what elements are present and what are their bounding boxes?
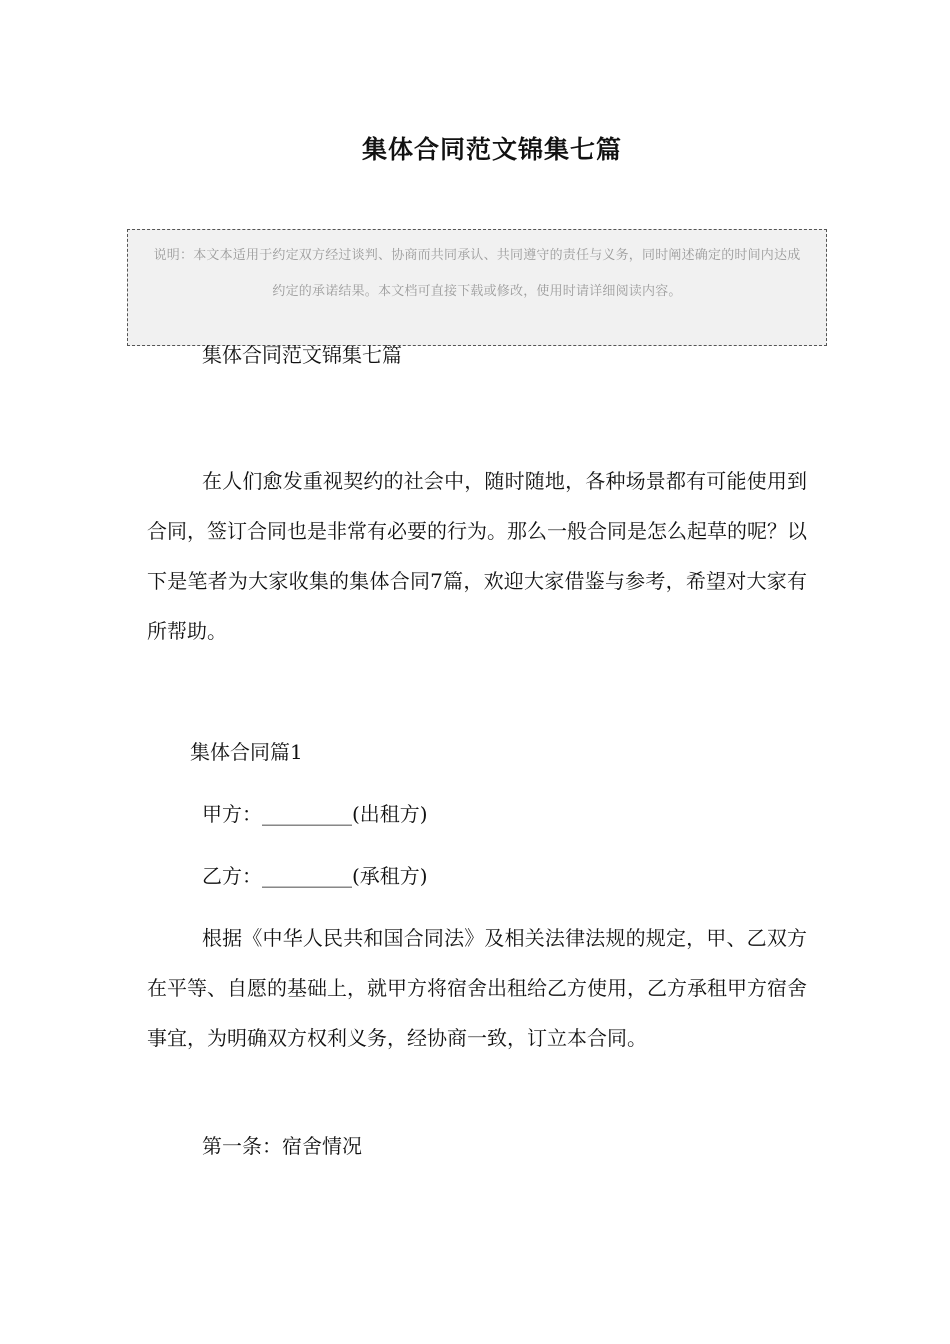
document-title: 集体合同范文锦集七篇 bbox=[361, 135, 622, 164]
notice-box bbox=[127, 229, 827, 346]
article-1-heading: 第一条：宿舍情况 bbox=[202, 1134, 362, 1158]
party-b-line: 乙方：_________(承租方) bbox=[202, 864, 428, 888]
section-heading: 集体合同篇1 bbox=[190, 740, 303, 764]
subtitle: 集体合同范文锦集七篇 bbox=[202, 343, 402, 367]
party-a-line: 甲方：_________(出租方) bbox=[202, 802, 428, 826]
notice-text: 说明：本文本适用于约定双方经过谈判、协商而共同承认、共同遵守的责任与义务，同时阐述确定的时间内达成约定的承诺结果。本文档可直接下载或修改，使用时请详细阅读内容。 bbox=[153, 248, 801, 299]
intro-paragraph: 在人们愈发重视契约的社会中，随时随地，各种场景都有可能使用到合同，签订合同也是非常有必要的行为。那么一般合同是怎么起草的呢？以下是笔者为大家收集的集体合同7篇，欢迎大家借鉴与参考，希望对大家有所帮助。 bbox=[147, 469, 807, 643]
basis-paragraph: 根据《中华人民共和国合同法》及相关法律法规的规定，甲、乙双方在平等、自愿的基础上，就甲方将宿舍出租给乙方使用，乙方承租甲方宿舍事宜，为明确双方权利义务，经协商一致，订立本合同。 bbox=[147, 926, 807, 1050]
